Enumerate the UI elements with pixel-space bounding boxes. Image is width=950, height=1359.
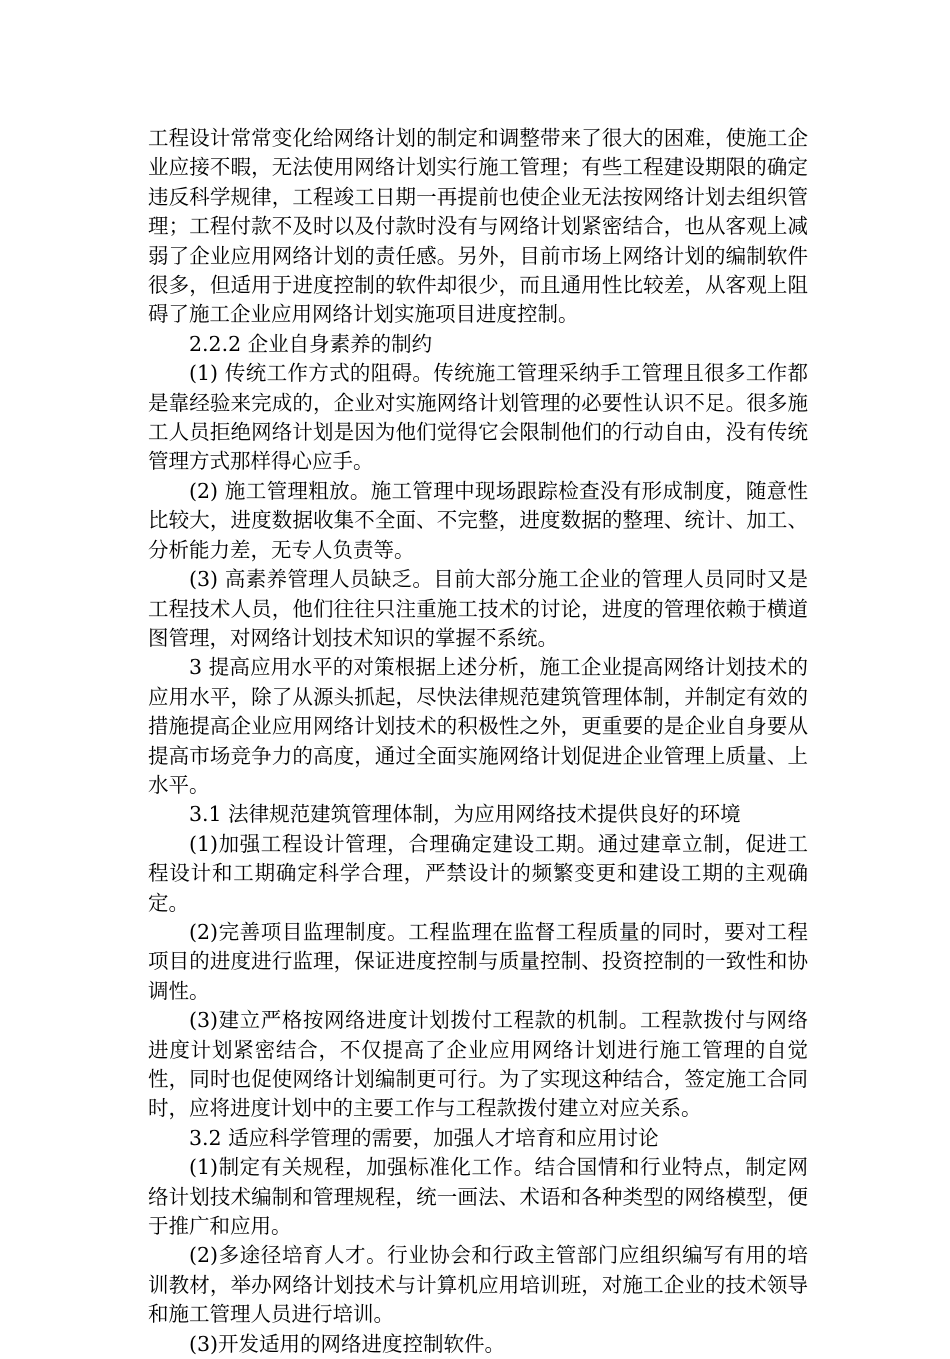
- paragraph-1: 工程设计常常变化给网络计划的制定和调整带来了很大的困难，使施工企业应接不暇，无法使用网络计划实行施工管理；有些工程建设期限的确定违反科学规律，工程竣工日期一再提前也使企业无法按网络计划去组织管理；工程付款不及时以及付款时没有与网络计划紧密结合，也从客观上减弱了企业应用网络计划的责任感。另外，目前市场上网络计划的编制软件很多，但适用于进度控制的软件却很少，而且通用性比较差，从客观上阻碍了施工企业应用网络计划实施项目进度控制。: [148, 126, 808, 327]
- paragraph-4: (2) 施工管理粗放。施工管理中现场跟踪检查没有形成制度，随意性比较大，进度数据收集不全面、不完整，进度数据的整理、统计、加工、分析能力差，无专人负责等。: [148, 478, 808, 562]
- paragraph-3: (1) 传统工作方式的阻碍。传统施工管理采纳手工管理且很多工作都是靠经验来完成的，企业对实施网络计划管理的必要性认识不足。很多施工人员拒绝网络计划是因为他们觉得它会限制他们的行动自由，没有传统管理方式那样得心应手。: [148, 361, 808, 474]
- document-page: [148, 124, 808, 1359]
- paragraph-5: (3) 高素养管理人员缺乏。目前大部分施工企业的管理人员同时又是工程技术人员，他们往往只注重施工技术的讨论，进度的管理依赖于横道图管理，对网络计划技术知识的掌握不系统。: [148, 567, 808, 650]
- paragraph-14: (3)开发适用的网络进度控制软件。: [189, 1331, 506, 1356]
- section-heading-3-2: 3.2 适应科学管理的需要，加强人才培育和应用讨论: [189, 1125, 659, 1150]
- paragraph-10: (3)建立严格按网络进度计划拨付工程款的机制。工程款拨付与网络进度计划紧密结合，不仅提高了企业应用网络计划进行施工管理的自觉性，同时也促使网络计划编制更可行。为了实现这种结合，签定施工合同时，应将进度计划中的主要工作与工程款拨付建立对应关系。: [148, 1008, 808, 1121]
- section-heading-3-1: 3.1 法律规范建筑管理体制，为应用网络技术提供良好的环境: [189, 802, 741, 827]
- paragraph-8: (1)加强工程设计管理，合理确定建设工期。通过建章立制，促进工程设计和工期确定科学合理，严禁设计的频繁变更和建设工期的主观确定。: [148, 831, 808, 915]
- section-heading-2-2-2: 2.2.2 企业自身素养的制约: [189, 331, 433, 356]
- paragraph-13: (2)多途径培育人才。行业协会和行政主管部门应组织编写有用的培训教材，举办网络计划技术与计算机应用培训班，对施工企业的技术领导和施工管理人员进行培训。: [148, 1243, 808, 1327]
- paragraph-9: (2)完善项目监理制度。工程监理在监督工程质量的同时，要对工程项目的进度进行监理，保证进度控制与质量控制、投资控制的一致性和协调性。: [148, 919, 808, 1003]
- paragraph-12: (1)制定有关规程，加强标准化工作。结合国情和行业特点，制定网络计划技术编制和管理规程，统一画法、术语和各种类型的网络模型，便于推广和应用。: [148, 1155, 808, 1239]
- paragraph-6: 3 提高应用水平的对策根据上述分析，施工企业提高网络计划技术的应用水平，除了从源头抓起，尽快法律规范建筑管理体制，并制定有效的措施提高企业应用网络计划技术的积极性之外，更重要的是企业自身要从提高市场竞争力的高度，通过全面实施网络计划促进企业管理上质量、上水平。: [148, 655, 808, 797]
